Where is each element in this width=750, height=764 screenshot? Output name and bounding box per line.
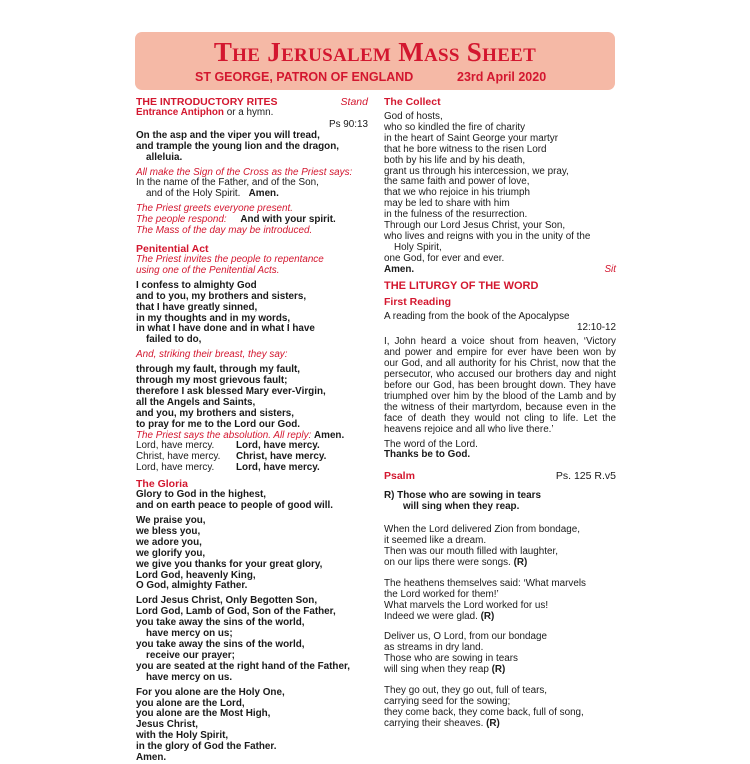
stanza-line: What marvels the Lord worked for us! <box>384 599 549 611</box>
entrance-antiphon-text <box>136 131 368 164</box>
entrance-antiphon-note: or a hymn. <box>223 107 274 118</box>
collect-line: Through our Lord Jesus Christ, your Son, <box>384 220 566 232</box>
thanks-be-to-god: Thanks be to God. <box>384 449 471 461</box>
stanza-line: they come back, they come back, full of song, <box>384 706 584 718</box>
gloria-line: we adore you, <box>136 536 202 548</box>
confiteor-line: therefore I ask blessed Mary ever-Virgin, <box>136 385 326 397</box>
stanza-line: the Lord worked for them!’ <box>384 588 499 600</box>
gloria-line: have mercy on us. <box>146 671 233 683</box>
word-of-the-lord: The word of the Lord. <box>384 438 478 450</box>
response-mark: (R) <box>480 610 495 622</box>
sign-amen: Amen. <box>248 188 279 200</box>
confiteor-part-2 <box>136 365 368 430</box>
sign-line: and of the Holy Spirit. <box>146 188 241 200</box>
gloria-line: Lord Jesus Christ, Only Begotten Son, <box>136 595 318 607</box>
collect-line: both by his life and by his death, <box>384 154 526 166</box>
gloria-line: O God, almighty Father. <box>136 580 248 592</box>
penitential-rubric <box>136 255 368 277</box>
psalm-ref: Ps. 125 R.v5 <box>555 470 616 483</box>
stanza-line: Deliver us, O Lord, from our bondage <box>384 631 548 643</box>
gloria-line: we bless you, <box>136 525 201 537</box>
absolution-rubric: The Priest says the absolution. All reply: <box>136 429 312 441</box>
kyrie-row <box>136 463 368 474</box>
gloria-line: you are seated at the right hand of the Father, <box>136 660 350 672</box>
rubric-line: using one of the Penitential Acts. <box>136 264 280 276</box>
entrance-antiphon-title: Entrance Antiphon <box>136 107 224 118</box>
introductory-rites-title: THE INTRODUCTORY RITES <box>136 96 278 108</box>
striking-breast-rubric: And, striking their breast, they say: <box>136 349 288 361</box>
stanza-line: carrying seed for the sowing; <box>384 695 511 707</box>
gloria-line: you take away the sins of the world, <box>136 617 305 629</box>
header-banner <box>135 32 615 90</box>
gloria-line: we give you thanks for your great glory, <box>136 558 323 570</box>
reading-text: I, John heard a voice shout from heaven, ‘Victory and power and empire for ever have been won by our God, and all authority for his Christ, now that the persecutor, who accused our brothers day and night before our God, has been brought down. They have triumphed over him by the blood of the Lamb and by the witness of their martyrdom, because even in the face of death they would not cling to life. Let the heavens rejoice and all who live there.’ <box>384 336 616 435</box>
reading-intro: A reading from the book of the Apocalypse <box>384 310 570 322</box>
stanza-line: as streams in dry land. <box>384 642 484 654</box>
confiteor-part-1 <box>136 281 368 346</box>
collect-line: the same faith and power of love, <box>384 176 530 188</box>
gloria-line: Amen. <box>136 752 167 764</box>
psalm-stanza-1 <box>384 525 616 569</box>
antiphon-line: alleluia. <box>146 151 183 163</box>
reading-ref: 12:10-12 <box>577 321 616 333</box>
stanza-line: When the Lord delivered Zion from bondage, <box>384 524 580 536</box>
gloria-heading: The Gloria <box>136 478 188 491</box>
stand-rubric: Stand <box>340 96 368 108</box>
collect-amen-row <box>384 265 616 276</box>
gloria-part-3 <box>136 596 368 683</box>
gloria-part-4 <box>136 688 368 764</box>
kyrie-priest: Lord, have mercy. <box>136 440 215 452</box>
collect-line: that we who rejoice in his triumph <box>384 187 530 199</box>
collect-text <box>384 112 616 265</box>
feast-subtitle: ST GEORGE, PATRON OF ENGLAND <box>195 70 414 84</box>
stanza-line: They go out, they go out, full of tears, <box>384 685 548 697</box>
psalm-heading: Psalm <box>384 470 415 483</box>
kyrie-priest: Lord, have mercy. <box>136 462 215 474</box>
kyrie <box>136 441 368 474</box>
respond-text: And with your spirit. <box>240 214 336 226</box>
collect-line: grant us through his intercession, we pray, <box>384 165 569 177</box>
gloria-part-2 <box>136 516 368 592</box>
sit-rubric: Sit <box>604 263 616 275</box>
stanza-line: Then was our mouth filled with laughter, <box>384 546 559 557</box>
confiteor-line: through my fault, through my fault, <box>136 364 301 376</box>
respond-rubric: The people respond: <box>136 214 227 226</box>
entrance-antiphon-ref: Ps 90:13 <box>329 118 368 130</box>
collect-line: who so kindled the fire of charity <box>384 121 526 133</box>
gloria-line: Lord God, Lamb of God, Son of the Father, <box>136 606 336 618</box>
stanza-line: Those who are sowing in tears <box>384 653 518 665</box>
gloria-line: We praise you, <box>136 515 206 526</box>
confiteor-line: failed to do, <box>146 334 202 346</box>
collect-line: may be led to share with him <box>384 198 510 210</box>
gloria-line: in the glory of God the Father. <box>136 741 277 753</box>
collect-line: Holy Spirit, <box>394 241 442 253</box>
kyrie-people: Lord, have mercy. <box>236 462 320 474</box>
gloria-line: Jesus Christ, <box>136 719 199 731</box>
response-mark: (R) <box>513 556 528 568</box>
rubric-line: The Priest invites the people to repentance <box>136 253 324 265</box>
sign-of-cross-text <box>136 178 368 200</box>
feast-date: 23rd April 2020 <box>457 70 547 84</box>
kyrie-priest: Christ, have mercy. <box>136 451 221 463</box>
collect-line: God of hosts, <box>384 111 443 122</box>
psalm-stanza-4 <box>384 686 616 730</box>
collect-line: that he bore witness to the risen Lord <box>384 143 547 155</box>
stanza-line: on our lips there were songs. <box>384 556 511 568</box>
sign-line: In the name of the Father, and of the Son, <box>136 177 319 189</box>
mass-intro-rubric: The Mass of the day may be introduced. <box>136 225 313 237</box>
stanza-line: carrying their sheaves. <box>384 717 484 729</box>
confiteor-line: that I have greatly sinned, <box>136 301 258 313</box>
psalm-stanza-2 <box>384 579 616 623</box>
response-mark: (R) <box>486 717 500 729</box>
confiteor-line: to pray for me to the Lord our God. <box>136 418 301 430</box>
gloria-line: we glorify you, <box>136 547 206 559</box>
stanza-line: will sing when they reap <box>384 664 489 676</box>
sign-of-cross-rubric: All make the Sign of the Cross as the Priest says: <box>136 166 353 178</box>
gloria-line: For you alone are the Holy One, <box>136 686 285 698</box>
entrance-antiphon-label <box>136 108 368 119</box>
gloria-line: with the Holy Spirit, <box>136 730 229 742</box>
confiteor-line: I confess to almighty God <box>136 279 257 291</box>
absolution-amen: Amen. <box>314 429 345 441</box>
page-title: The Jerusalem Mass Sheet <box>213 37 537 67</box>
antiphon-line: and trample the young lion and the dragon, <box>136 140 339 152</box>
collect-heading: The Collect <box>384 96 441 108</box>
gloria-line: you alone are the Lord, <box>136 697 245 709</box>
gloria-line: receive our prayer; <box>146 649 235 661</box>
gloria-line: Glory to God in the highest, <box>136 489 267 501</box>
liturgy-of-word-heading: THE LITURGY OF THE WORD <box>384 279 539 292</box>
right-column <box>384 96 616 730</box>
penitential-act-heading: Penitential Act <box>136 242 209 255</box>
collect-line: who lives and reigns with you in the unity of the <box>384 230 591 242</box>
gloria-line: have mercy on us; <box>146 628 233 640</box>
confiteor-line: and to you, my brothers and sisters, <box>136 290 307 302</box>
kyrie-people: Christ, have mercy. <box>236 451 327 463</box>
gloria-line: and on earth peace to people of good will. <box>136 500 333 512</box>
confiteor-line: and you, my brothers and sisters, <box>136 407 295 419</box>
psalm-response <box>384 491 616 513</box>
kyrie-people: Lord, have mercy. <box>236 440 320 452</box>
left-column <box>136 96 368 764</box>
gloria-line: you take away the sins of the world, <box>136 638 305 650</box>
response-mark: (R) <box>491 664 506 676</box>
collect-line: one God, for ever and ever. <box>384 252 505 264</box>
psalm-heading-row <box>384 470 616 482</box>
gloria-part-1 <box>136 490 368 512</box>
stanza-line: it seemed like a dream. <box>384 535 487 547</box>
confiteor-line: all the Angels and Saints, <box>136 396 256 408</box>
confiteor-line: through my most grievous fault; <box>136 375 288 387</box>
collect-amen: Amen. <box>384 263 415 275</box>
psalm-stanza-3 <box>384 632 616 676</box>
response-line: will sing when they reap. <box>403 501 520 513</box>
confiteor-line: in my thoughts and in my words, <box>136 312 291 324</box>
antiphon-line: On the asp and the viper you will tread, <box>136 129 320 141</box>
collect-line: in the heart of Saint George your martyr <box>384 132 558 144</box>
gloria-line: you alone are the Most High, <box>136 708 271 720</box>
response-line: R) Those who are sowing in tears <box>384 490 541 502</box>
gloria-line: Lord God, heavenly King, <box>136 569 256 581</box>
first-reading-heading: First Reading <box>384 295 452 308</box>
collect-line: in the fulness of the resurrection. <box>384 209 528 221</box>
stanza-line: The heathens themselves said: ‘What marvels <box>384 577 586 589</box>
stanza-line: Indeed we were glad. <box>384 610 478 622</box>
confiteor-line: in what I have done and in what I have <box>136 323 315 335</box>
greeting-rubric: The Priest greets everyone present. <box>136 203 293 215</box>
